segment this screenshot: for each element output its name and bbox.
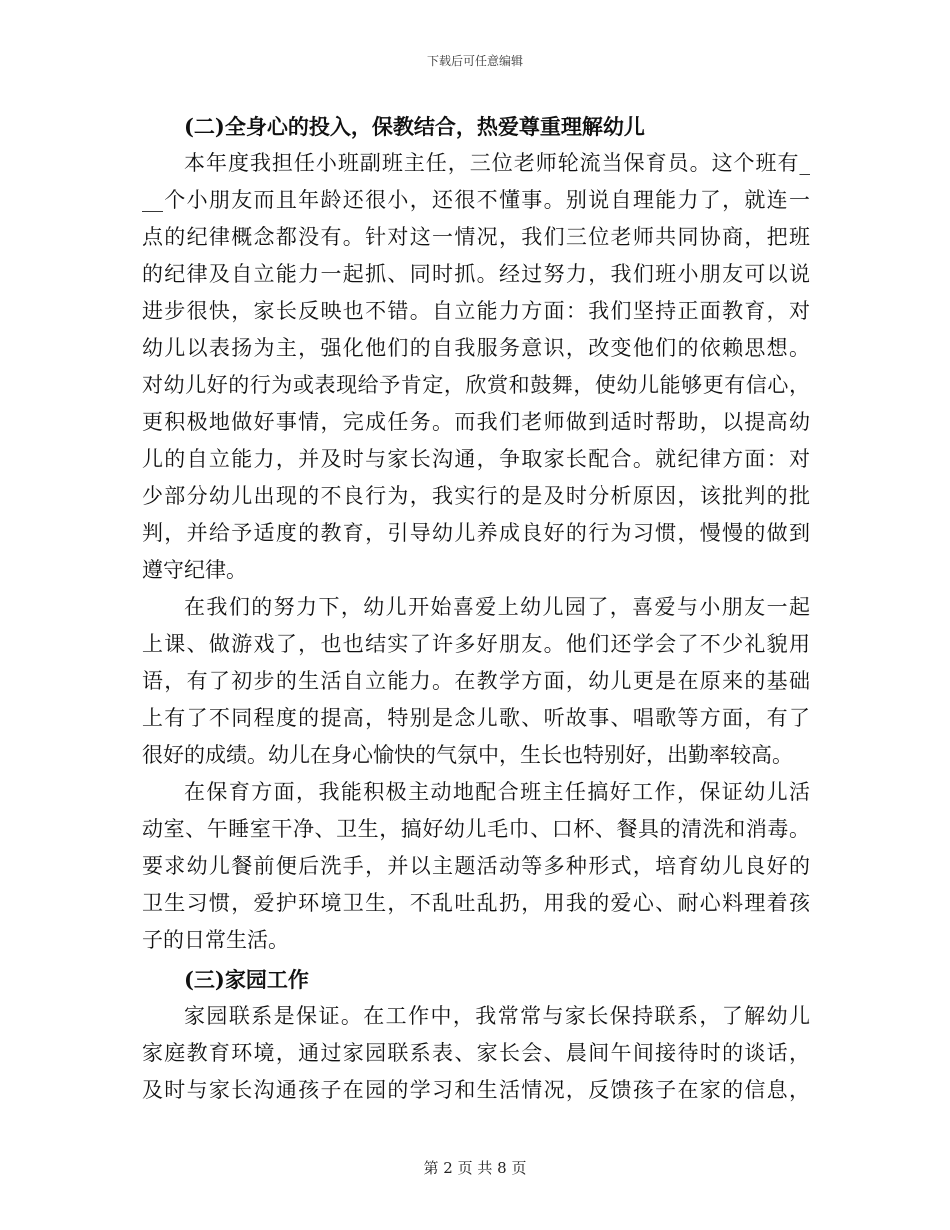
text-line: 语，有了初步的生活自立能力。在教学方面，幼儿更是在原来的基础: [142, 669, 810, 693]
text-line: 的纪律及自立能力一起抓、同时抓。经过努力，我们班小朋友可以说: [142, 262, 810, 286]
text-line: 要求幼儿餐前便后洗手，并以主题活动等多种形式，培育幼儿良好的: [142, 854, 810, 878]
text-line: 遵守纪律。: [142, 558, 247, 582]
text-line: 在保育方面，我能积极主动地配合班主任搞好工作，保证幼儿活: [184, 780, 810, 804]
text-line: 动室、午睡室干净、卫生，搞好幼儿毛巾、口杯、餐具的清洗和消毒。: [142, 817, 810, 841]
paragraph: [142, 998, 810, 1109]
text-line: 少部分幼儿出现的不良行为，我实行的是及时分析原因，该批判的批: [142, 484, 810, 508]
section-2-text: [142, 145, 810, 959]
section-heading-3: (三)家园工作: [184, 967, 309, 992]
paragraph: [142, 774, 810, 959]
text-line: __个小朋友而且年龄还很小，还很不懂事。别说自理能力了，就连一: [142, 188, 810, 212]
text-line: 幼儿以表扬为主，强化他们的自我服务意识，改变他们的依赖思想。: [142, 336, 810, 360]
text-line: 进步很快，家长反映也不错。自立能力方面：我们坚持正面教育，对: [142, 299, 810, 323]
text-line: 及时与家长沟通孩子在园的学习和生活情况，反馈孩子在家的信息，: [142, 1078, 810, 1102]
document-body: [142, 108, 810, 1109]
text-line: 家庭教育环境，通过家园联系表、家长会、晨间午间接待时的谈话，: [142, 1041, 810, 1065]
text-line: 很好的成绩。幼儿在身心愉快的气氛中，生长也特别好，出勤率较高。: [142, 743, 793, 767]
page-number: 第 2 页 共 8 页: [423, 1159, 527, 1177]
paragraph: [142, 145, 810, 589]
text-line: 在我们的努力下，幼儿开始喜爱上幼儿园了，喜爱与小朋友一起: [184, 595, 810, 619]
header-note: 下载后可任意编辑: [426, 54, 523, 68]
text-line: 对幼儿好的行为或表现给予肯定，欣赏和鼓舞，使幼儿能够更有信心，: [142, 373, 810, 397]
text-line: 更积极地做好事情，完成任务。而我们老师做到适时帮助，以提高幼: [142, 410, 810, 434]
text-line: 上有了不同程度的提高，特别是念儿歌、听故事、唱歌等方面，有了: [142, 706, 810, 730]
text-line: 卫生习惯，爱护环境卫生，不乱吐乱扔，用我的爱心、耐心料理着孩: [142, 891, 810, 915]
text-line: 子的日常生活。: [142, 928, 289, 952]
paragraph: [142, 589, 810, 774]
section-heading-2: (二)全身心的投入，保教结合，热爱尊重理解幼儿: [184, 114, 645, 139]
text-line: 判，并给予适度的教育，引导幼儿养成良好的行为习惯，慢慢的做到: [142, 521, 810, 545]
text-line: 点的纪律概念都没有。针对这一情况，我们三位老师共同协商，把班: [142, 225, 810, 249]
text-line: 家园联系是保证。在工作中，我常常与家长保持联系，了解幼儿: [184, 1004, 810, 1028]
text-line: 上课、做游戏了，也也结实了许多好朋友。他们还学会了不少礼貌用: [142, 632, 810, 656]
section-3-text: [142, 998, 810, 1109]
text-line: 儿的自立能力，并及时与家长沟通，争取家长配合。就纪律方面：对: [142, 447, 810, 471]
text-line: 本年度我担任小班副班主任，三位老师轮流当保育员。这个班有_: [184, 151, 810, 175]
